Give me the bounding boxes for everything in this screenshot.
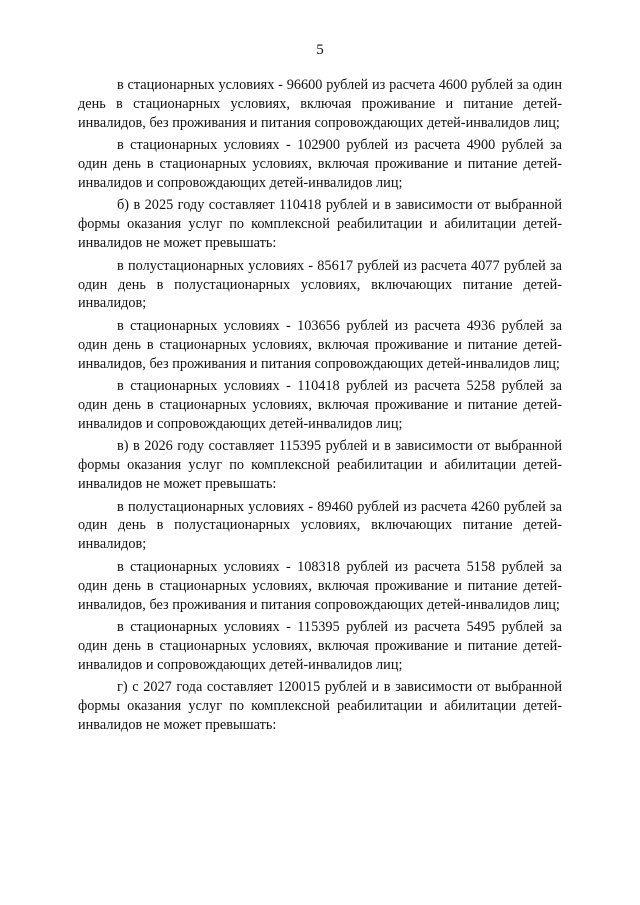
paragraph-stationary-2024-without-companion: в стационарных условиях - 96600 рублей из расчета 4600 рублей за один день в стационарных условиях, включая проживание и питание детей-инвалидов, без проживания и питания сопровождающих детей-инвалидов лиц; [78, 77, 562, 131]
paragraph-stationary-2025-with-companion: в стационарных условиях - 110418 рублей из расчета 5258 рублей за один день в стационарных условиях, включая проживание и питание детей-инвалидов и сопровождающих детей-инвалидов лиц; [78, 378, 562, 432]
paragraph-semistationary-2026: в полустационарных условиях - 89460 рублей из расчета 4260 рублей за один день в полустационарных условиях, включающих питание детей-инвалидов; [78, 498, 562, 553]
document-body [78, 76, 562, 738]
paragraph-stationary-2024-with-companion: в стационарных условиях - 102900 рублей из расчета 4900 рублей за один день в стационарных условиях, включая проживание и питание детей-инвалидов и сопровождающих детей-инвалидов лиц; [78, 137, 562, 192]
paragraph-item-g-2027: г) с 2027 года составляет 120015 рублей и в зависимости от выбранной формы оказания услуг по комплексной реабилитации и абилитации детей-инвалидов не может превышать: [78, 679, 562, 733]
paragraph-stationary-2026-with-companion: в стационарных условиях - 115395 рублей из расчета 5495 рублей за один день в стационарных условиях, включая проживание и питание детей-инвалидов и сопровождающих детей-инвалидов лиц; [78, 618, 562, 673]
paragraph-item-b-2025: б) в 2025 году составляет 110418 рублей и в зависимости от выбранной формы оказания услуг по комплексной реабилитации и абилитации детей-инвалидов не может превышать: [78, 197, 562, 252]
page-number: 5 [316, 42, 324, 58]
paragraph-stationary-2025-without-companion: в стационарных условиях - 103656 рублей из расчета 4936 рублей за один день в стационарных условиях, включая проживание и питание детей-инвалидов, без проживания и питания сопровождающих детей-инвалидов лиц; [78, 317, 562, 372]
paragraph-stationary-2026-without-companion: в стационарных условиях - 108318 рублей из расчета 5158 рублей за один день в стационарных условиях, включая проживание и питание детей-инвалидов, без проживания и питания сопровождающих детей-инвалидов лиц; [78, 558, 562, 613]
paragraph-item-v-2026: в) в 2026 году составляет 115395 рублей и в зависимости от выбранной формы оказания услуг по комплексной реабилитации и абилитации детей-инвалидов не может превышать: [78, 438, 562, 493]
paragraph-semistationary-2025: в полустационарных условиях - 85617 рублей из расчета 4077 рублей за один день в полустационарных условиях, включающих питание детей-инвалидов; [78, 257, 562, 312]
